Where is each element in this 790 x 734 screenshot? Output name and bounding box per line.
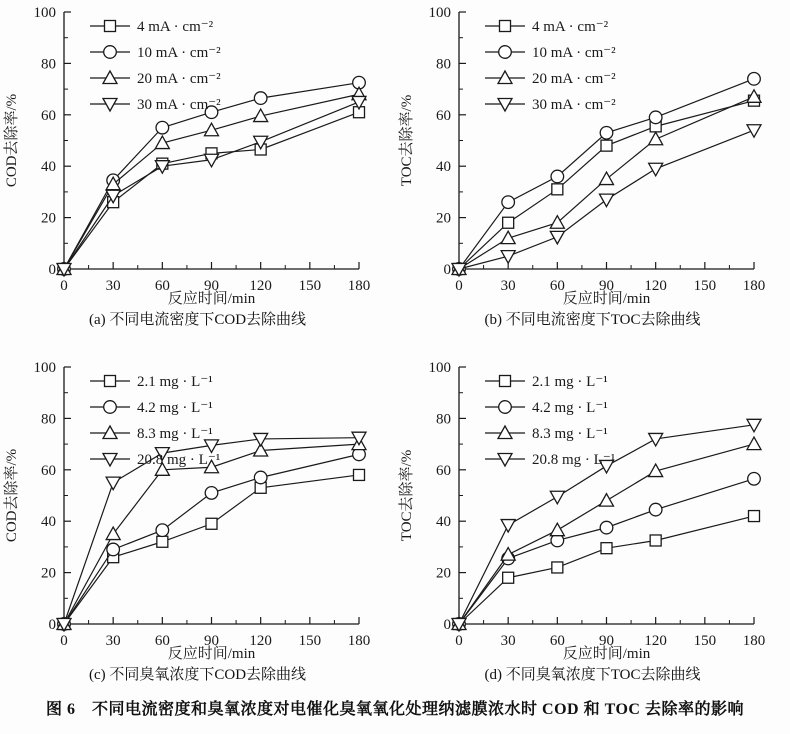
legend-item-triangle-up xyxy=(90,71,221,87)
svg-text:0: 0 xyxy=(455,278,463,294)
legend-item-circle xyxy=(485,400,608,416)
svg-text:30 mA · cm⁻²: 30 mA · cm⁻² xyxy=(532,97,616,113)
svg-text:120: 120 xyxy=(644,278,667,294)
svg-text:180: 180 xyxy=(742,278,766,294)
legend-item-circle xyxy=(90,45,221,61)
svg-text:180: 180 xyxy=(347,278,371,294)
svg-text:90: 90 xyxy=(204,278,219,294)
chart-c-canvas xyxy=(0,357,395,664)
svg-text:0: 0 xyxy=(60,633,68,649)
svg-text:0: 0 xyxy=(443,262,451,278)
chart-b-canvas xyxy=(395,2,790,309)
svg-text:4.2 mg · L⁻¹: 4.2 mg · L⁻¹ xyxy=(137,400,213,416)
legend-item-triangle-up xyxy=(485,71,616,87)
svg-text:4.2 mg · L⁻¹: 4.2 mg · L⁻¹ xyxy=(532,400,608,416)
svg-text:4 mA · cm⁻²: 4 mA · cm⁻² xyxy=(532,19,609,35)
svg-text:40: 40 xyxy=(436,514,451,531)
svg-text:80: 80 xyxy=(41,56,56,73)
legend-item-circle xyxy=(485,45,616,61)
svg-text:60: 60 xyxy=(549,633,565,649)
svg-text:20: 20 xyxy=(436,565,451,582)
svg-text:20.8 mg · L⁻¹: 20.8 mg · L⁻¹ xyxy=(532,452,616,468)
svg-text:2.1 mg · L⁻¹: 2.1 mg · L⁻¹ xyxy=(532,374,608,390)
chart-d-canvas xyxy=(395,357,790,664)
svg-text:150: 150 xyxy=(693,633,717,649)
svg-text:100: 100 xyxy=(33,360,56,376)
svg-text:120: 120 xyxy=(644,633,667,649)
svg-text:40: 40 xyxy=(41,514,56,531)
y-axis-label: COD去除率/% xyxy=(4,448,20,543)
svg-text:100: 100 xyxy=(428,5,451,21)
svg-text:30: 30 xyxy=(500,278,516,294)
figure-caption: 图 6 不同电流密度和臭氧浓度对电催化臭氧氧化处理纳滤膜浓水时 COD 和 TOC 去除率的影响 xyxy=(46,701,744,718)
svg-text:120: 120 xyxy=(249,633,272,649)
x-axis-label: 反应时间/min xyxy=(167,291,256,307)
svg-text:20: 20 xyxy=(41,565,56,582)
series-triangle-up xyxy=(452,90,761,275)
chart-panel-d xyxy=(395,357,790,686)
svg-text:150: 150 xyxy=(298,633,322,649)
svg-text:10 mA · cm⁻²: 10 mA · cm⁻² xyxy=(137,45,221,61)
svg-text:30: 30 xyxy=(500,633,516,649)
svg-text:80: 80 xyxy=(41,411,56,428)
svg-text:180: 180 xyxy=(347,633,371,649)
svg-text:30: 30 xyxy=(105,278,121,294)
svg-text:30 mA · cm⁻²: 30 mA · cm⁻² xyxy=(137,97,221,113)
svg-text:8.3 mg · L⁻¹: 8.3 mg · L⁻¹ xyxy=(137,426,213,442)
y-axis-label: COD去除率/% xyxy=(4,93,20,188)
svg-text:120: 120 xyxy=(249,278,272,294)
legend-item-triangle-up xyxy=(485,426,608,442)
svg-text:150: 150 xyxy=(298,278,322,294)
legend-item-square xyxy=(485,374,608,390)
svg-text:90: 90 xyxy=(204,633,219,649)
svg-text:100: 100 xyxy=(33,5,56,21)
svg-text:60: 60 xyxy=(436,107,451,124)
svg-text:0: 0 xyxy=(443,617,451,633)
y-axis-label: TOC去除率/% xyxy=(399,449,415,542)
svg-text:0: 0 xyxy=(48,262,56,278)
svg-text:20: 20 xyxy=(436,210,451,227)
legend-item-square xyxy=(90,19,214,35)
y-axis-label: TOC去除率/% xyxy=(399,94,415,187)
svg-text:20.8 mg · L⁻¹: 20.8 mg · L⁻¹ xyxy=(137,452,221,468)
x-axis-label: 反应时间/min xyxy=(562,646,651,662)
chart-a-canvas xyxy=(0,2,395,309)
svg-text:60: 60 xyxy=(549,278,565,294)
series-circle xyxy=(58,448,366,630)
svg-text:10 mA · cm⁻²: 10 mA · cm⁻² xyxy=(532,45,616,61)
legend-item-square xyxy=(485,19,609,35)
legend-item-triangle-down xyxy=(485,452,615,468)
svg-text:40: 40 xyxy=(436,159,451,176)
chart-d-caption: (d) 不同臭氧浓度下TOC去除曲线 xyxy=(484,667,701,683)
svg-text:20: 20 xyxy=(41,210,56,227)
svg-text:90: 90 xyxy=(599,278,614,294)
svg-text:20 mA · cm⁻²: 20 mA · cm⁻² xyxy=(137,71,221,87)
chart-panel-b xyxy=(395,2,790,331)
svg-text:2.1 mg · L⁻¹: 2.1 mg · L⁻¹ xyxy=(137,374,213,390)
x-axis-label: 反应时间/min xyxy=(562,291,651,307)
svg-text:60: 60 xyxy=(154,278,170,294)
chart-b-caption: (b) 不同电流密度下TOC去除曲线 xyxy=(484,312,701,328)
svg-text:60: 60 xyxy=(436,462,451,479)
chart-panel-c xyxy=(0,357,395,686)
svg-text:4 mA · cm⁻²: 4 mA · cm⁻² xyxy=(137,19,214,35)
svg-text:20 mA · cm⁻²: 20 mA · cm⁻² xyxy=(532,71,616,87)
x-axis-label: 反应时间/min xyxy=(167,646,256,662)
svg-text:80: 80 xyxy=(436,56,451,73)
svg-text:8.3 mg · L⁻¹: 8.3 mg · L⁻¹ xyxy=(532,426,608,442)
legend-item-triangle-down xyxy=(90,452,220,468)
svg-text:0: 0 xyxy=(48,617,56,633)
svg-text:80: 80 xyxy=(436,411,451,428)
svg-text:0: 0 xyxy=(455,633,463,649)
svg-text:40: 40 xyxy=(41,159,56,176)
svg-text:100: 100 xyxy=(428,360,451,376)
chart-panel-a xyxy=(0,2,395,331)
svg-text:60: 60 xyxy=(41,462,56,479)
chart-c-caption: (c) 不同臭氧浓度下COD去除曲线 xyxy=(88,667,307,683)
svg-text:0: 0 xyxy=(60,278,68,294)
legend-item-square xyxy=(90,374,213,390)
svg-text:60: 60 xyxy=(41,107,56,124)
svg-text:30: 30 xyxy=(105,633,121,649)
svg-text:60: 60 xyxy=(154,633,170,649)
legend-item-triangle-down xyxy=(90,97,221,113)
svg-text:150: 150 xyxy=(693,278,717,294)
svg-text:90: 90 xyxy=(599,633,614,649)
legend-item-circle xyxy=(90,400,213,416)
chart-a-caption: (a) 不同电流密度下COD去除曲线 xyxy=(88,312,307,328)
svg-text:180: 180 xyxy=(742,633,766,649)
legend-item-triangle-up xyxy=(90,426,213,442)
legend-item-triangle-down xyxy=(485,97,616,113)
